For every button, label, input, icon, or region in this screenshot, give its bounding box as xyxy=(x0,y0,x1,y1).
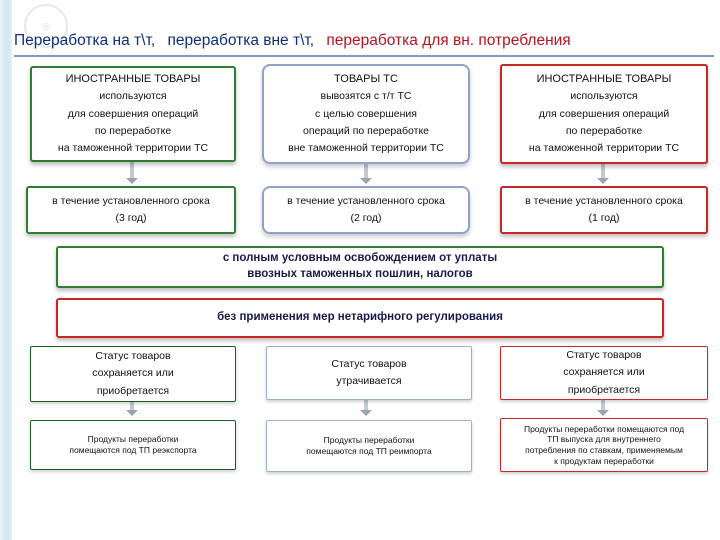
products-box-onsite xyxy=(30,420,236,470)
goods-line: для совершения операций xyxy=(538,107,670,120)
products-line: Продукты переработки помещаются под xyxy=(523,423,685,434)
arrow-down-icon xyxy=(126,178,138,184)
term-box-domestic xyxy=(500,186,708,234)
term-line: в течение установленного срока xyxy=(287,194,445,207)
products-line: Продукты переработки xyxy=(87,433,179,444)
arrow-down-icon xyxy=(126,410,138,416)
goods-line: с целью совершения xyxy=(315,107,417,120)
title-part-domestic: переработка для вн. потребления xyxy=(326,32,571,49)
goods-line: операций по переработке xyxy=(302,125,429,138)
products-line: ТП выпуска для внутреннего xyxy=(547,434,661,445)
exemption-line: с полным условным освобождением от уплаты xyxy=(222,252,498,265)
arrow-down-icon xyxy=(360,410,372,416)
title-part-onsite: Переработка на т\т, xyxy=(14,32,156,49)
page-title xyxy=(14,32,714,54)
goods-line: на таможенной территории ТС xyxy=(57,142,209,155)
status-box-domestic xyxy=(500,346,708,400)
goods-title: ИНОСТРАННЫЕ ТОВАРЫ xyxy=(65,73,201,86)
term-line: в течение установленного срока xyxy=(52,194,210,207)
logo-emblem: ◎ xyxy=(24,4,68,48)
title-part-outside: переработка вне т\т, xyxy=(167,32,315,49)
exemption-box xyxy=(56,246,664,288)
goods-line: используются xyxy=(570,90,638,103)
goods-line: по переработке xyxy=(94,125,172,138)
status-line: Статус товаров xyxy=(566,349,642,362)
term-years: (3 год) xyxy=(115,212,147,224)
exemption-line: ввозных таможенных пошлин, налогов xyxy=(247,268,473,280)
products-line: помещаются под ТП реэкспорта xyxy=(69,445,197,455)
status-line: утрачивается xyxy=(336,375,402,387)
goods-box-outside xyxy=(262,64,470,164)
term-line: в течение установленного срока xyxy=(525,194,683,207)
goods-line: по переработке xyxy=(565,125,643,138)
left-decor-bar xyxy=(0,0,12,540)
products-line: потребления по ставкам, применяемым xyxy=(525,445,683,455)
goods-line: вне таможенной территории ТС xyxy=(288,142,444,155)
arrow-down-icon xyxy=(597,410,609,416)
title-divider xyxy=(14,55,714,57)
term-years: (2 год) xyxy=(350,212,382,224)
status-line: сохраняется или xyxy=(92,367,174,380)
goods-box-domestic xyxy=(500,64,708,164)
products-box-domestic xyxy=(500,418,708,472)
term-box-outside xyxy=(262,186,470,234)
nontariff-box xyxy=(56,298,664,338)
status-line: приобретается xyxy=(96,384,170,397)
term-years: (1 год) xyxy=(588,212,620,224)
goods-line: вывозятся с т/т ТС xyxy=(320,90,412,103)
status-box-outside xyxy=(266,346,472,400)
arrow-down-icon xyxy=(360,178,372,184)
goods-line: для совершения операций xyxy=(67,107,199,120)
status-box-onsite xyxy=(30,346,236,402)
goods-title: ИНОСТРАННЫЕ ТОВАРЫ xyxy=(536,73,672,86)
nontariff-line: без применения мер нетарифного регулирования xyxy=(217,311,503,324)
status-line: Статус товаров xyxy=(95,350,171,363)
products-line: помещаются под ТП реимпорта xyxy=(306,446,432,456)
products-line: к продуктам переработки xyxy=(554,455,654,466)
term-box-onsite xyxy=(26,186,236,234)
status-line: Статус товаров xyxy=(331,357,407,370)
goods-title: ТОВАРЫ ТС xyxy=(334,73,398,86)
arrow-down-icon xyxy=(597,178,609,184)
goods-box-onsite xyxy=(30,66,236,162)
products-line: Продукты переработки xyxy=(323,434,415,445)
status-line: приобретается xyxy=(567,383,641,396)
products-box-outside xyxy=(266,420,472,472)
goods-line: на таможенной территории ТС xyxy=(528,142,680,155)
status-line: сохраняется или xyxy=(563,366,645,379)
goods-line: используются xyxy=(99,90,167,103)
